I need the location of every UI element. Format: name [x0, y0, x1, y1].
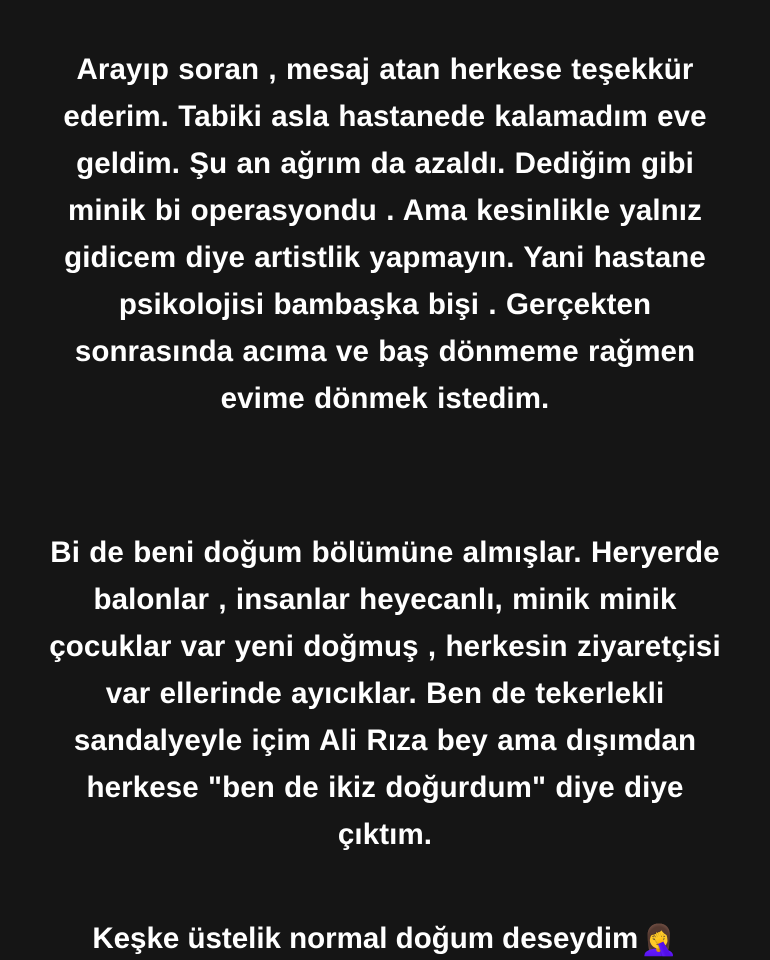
story-closing-line	[35, 918, 735, 960]
story-closing-text: Keşke üstelik normal doğum deseydim	[92, 922, 639, 955]
woman-facepalming-emoji: 🤦‍♀️	[640, 924, 678, 957]
story-paragraph-1: Arayıp soran , mesaj atan herkese teşekkür ederim. Tabiki asla hastanede kalamadım eve geldim. Şu an ağrım da azaldı. Dediğim gibi minik bi operasyondu . Ama kesinlikle yalnız gidicem diye artistlik yapmayın. Yani hastane psikolojisi bambaşka bişi . Gerçekten sonrasında acıma ve baş dönmeme rağmen evime dönmek istedim.	[63, 53, 707, 415]
story-paragraph-2: Bi de beni doğum bölümüne almışlar. Heryerde balonlar , insanlar heyecanlı, minik minik çocuklar var yeni doğmuş , herkesin ziyaretçisi var ellerinde ayıcıklar. Ben de tekerlekli sandalyeyle içim Ali Rıza bey ama dışımdan herkese "ben de ikiz doğurdum" diye diye çıktım.	[49, 536, 721, 851]
